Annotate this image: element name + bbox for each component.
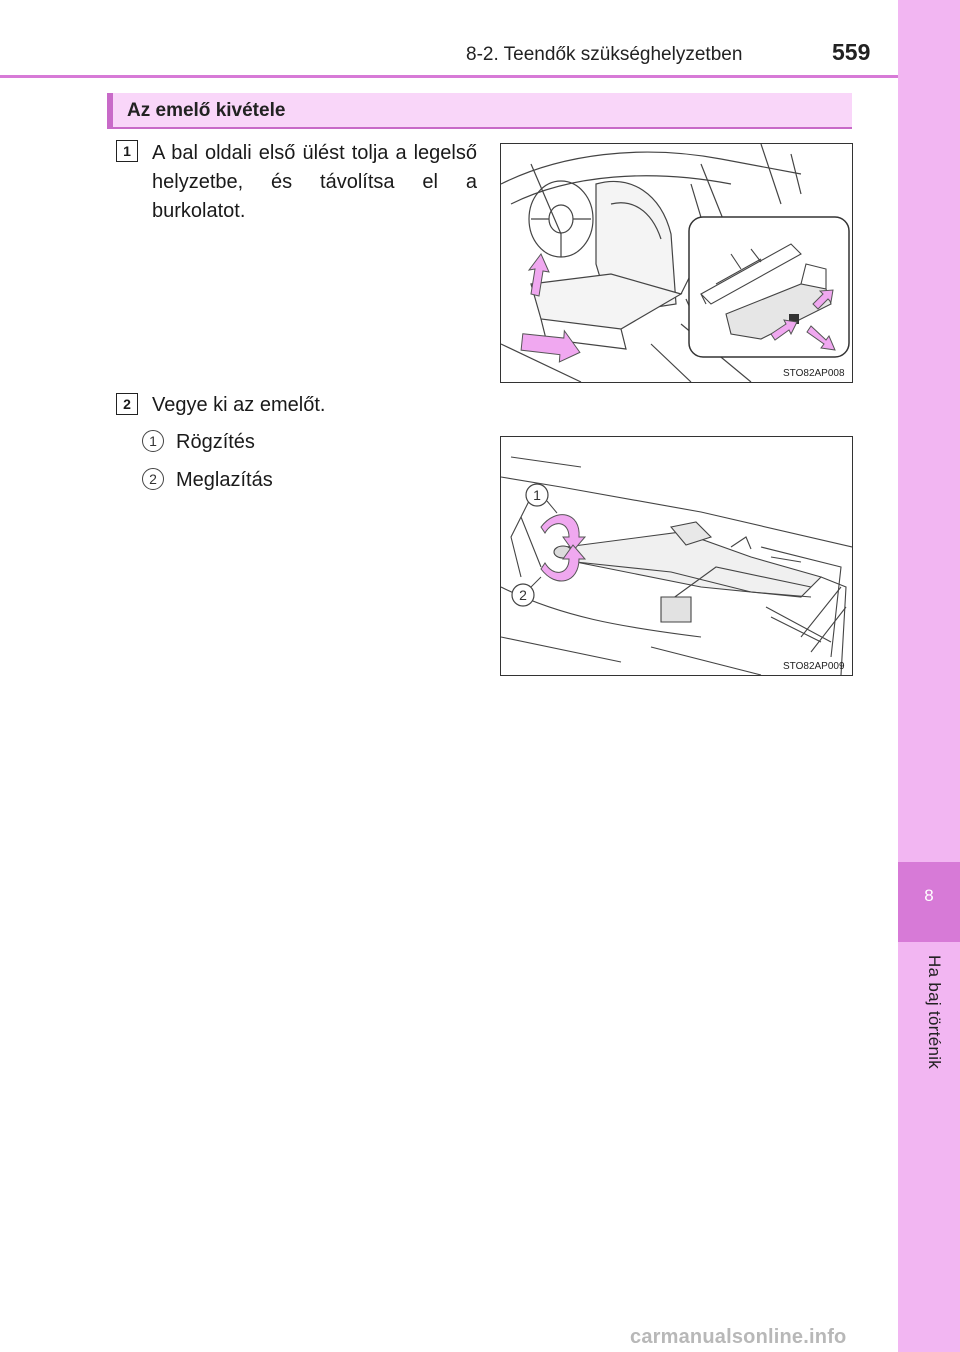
section-heading-text: Az emelő kivétele — [127, 100, 286, 121]
figure-2-code: STO82AP009 — [783, 661, 845, 672]
chapter-number: 8 — [924, 886, 934, 905]
svg-text:2: 2 — [519, 587, 527, 603]
seat-cover-illustration — [501, 144, 852, 382]
chapter-side-tab — [898, 0, 960, 1352]
step-2-text: Vegye ki az emelőt. — [152, 394, 326, 416]
header-rule — [0, 75, 898, 78]
section-heading — [107, 93, 852, 129]
figure-seat-cover — [500, 143, 853, 383]
step-number-1: 1 — [116, 140, 138, 162]
item-label-2: Meglazítás — [176, 469, 273, 491]
step-number-2: 2 — [116, 393, 138, 415]
watermark: carmanualsonline.info — [630, 1326, 847, 1348]
item-label-1: Rögzítés — [176, 431, 255, 453]
figure-1-code: STO82AP008 — [783, 368, 845, 379]
item-marker-1: 1 — [142, 430, 164, 452]
item-marker-2: 2 — [142, 468, 164, 490]
figure-jack-removal — [500, 436, 853, 676]
svg-text:1: 1 — [533, 487, 541, 503]
chapter-label: Ha baj történik — [925, 955, 944, 1070]
step-1-text: A bal oldali első ülést tolja a legelső helyzetbe, és távolítsa el a burkolatot. — [152, 142, 477, 222]
page-number: 559 — [832, 39, 871, 65]
running-header-title: 8-2. Teendők szükséghelyzetben — [466, 44, 743, 65]
jack-illustration — [501, 437, 852, 675]
